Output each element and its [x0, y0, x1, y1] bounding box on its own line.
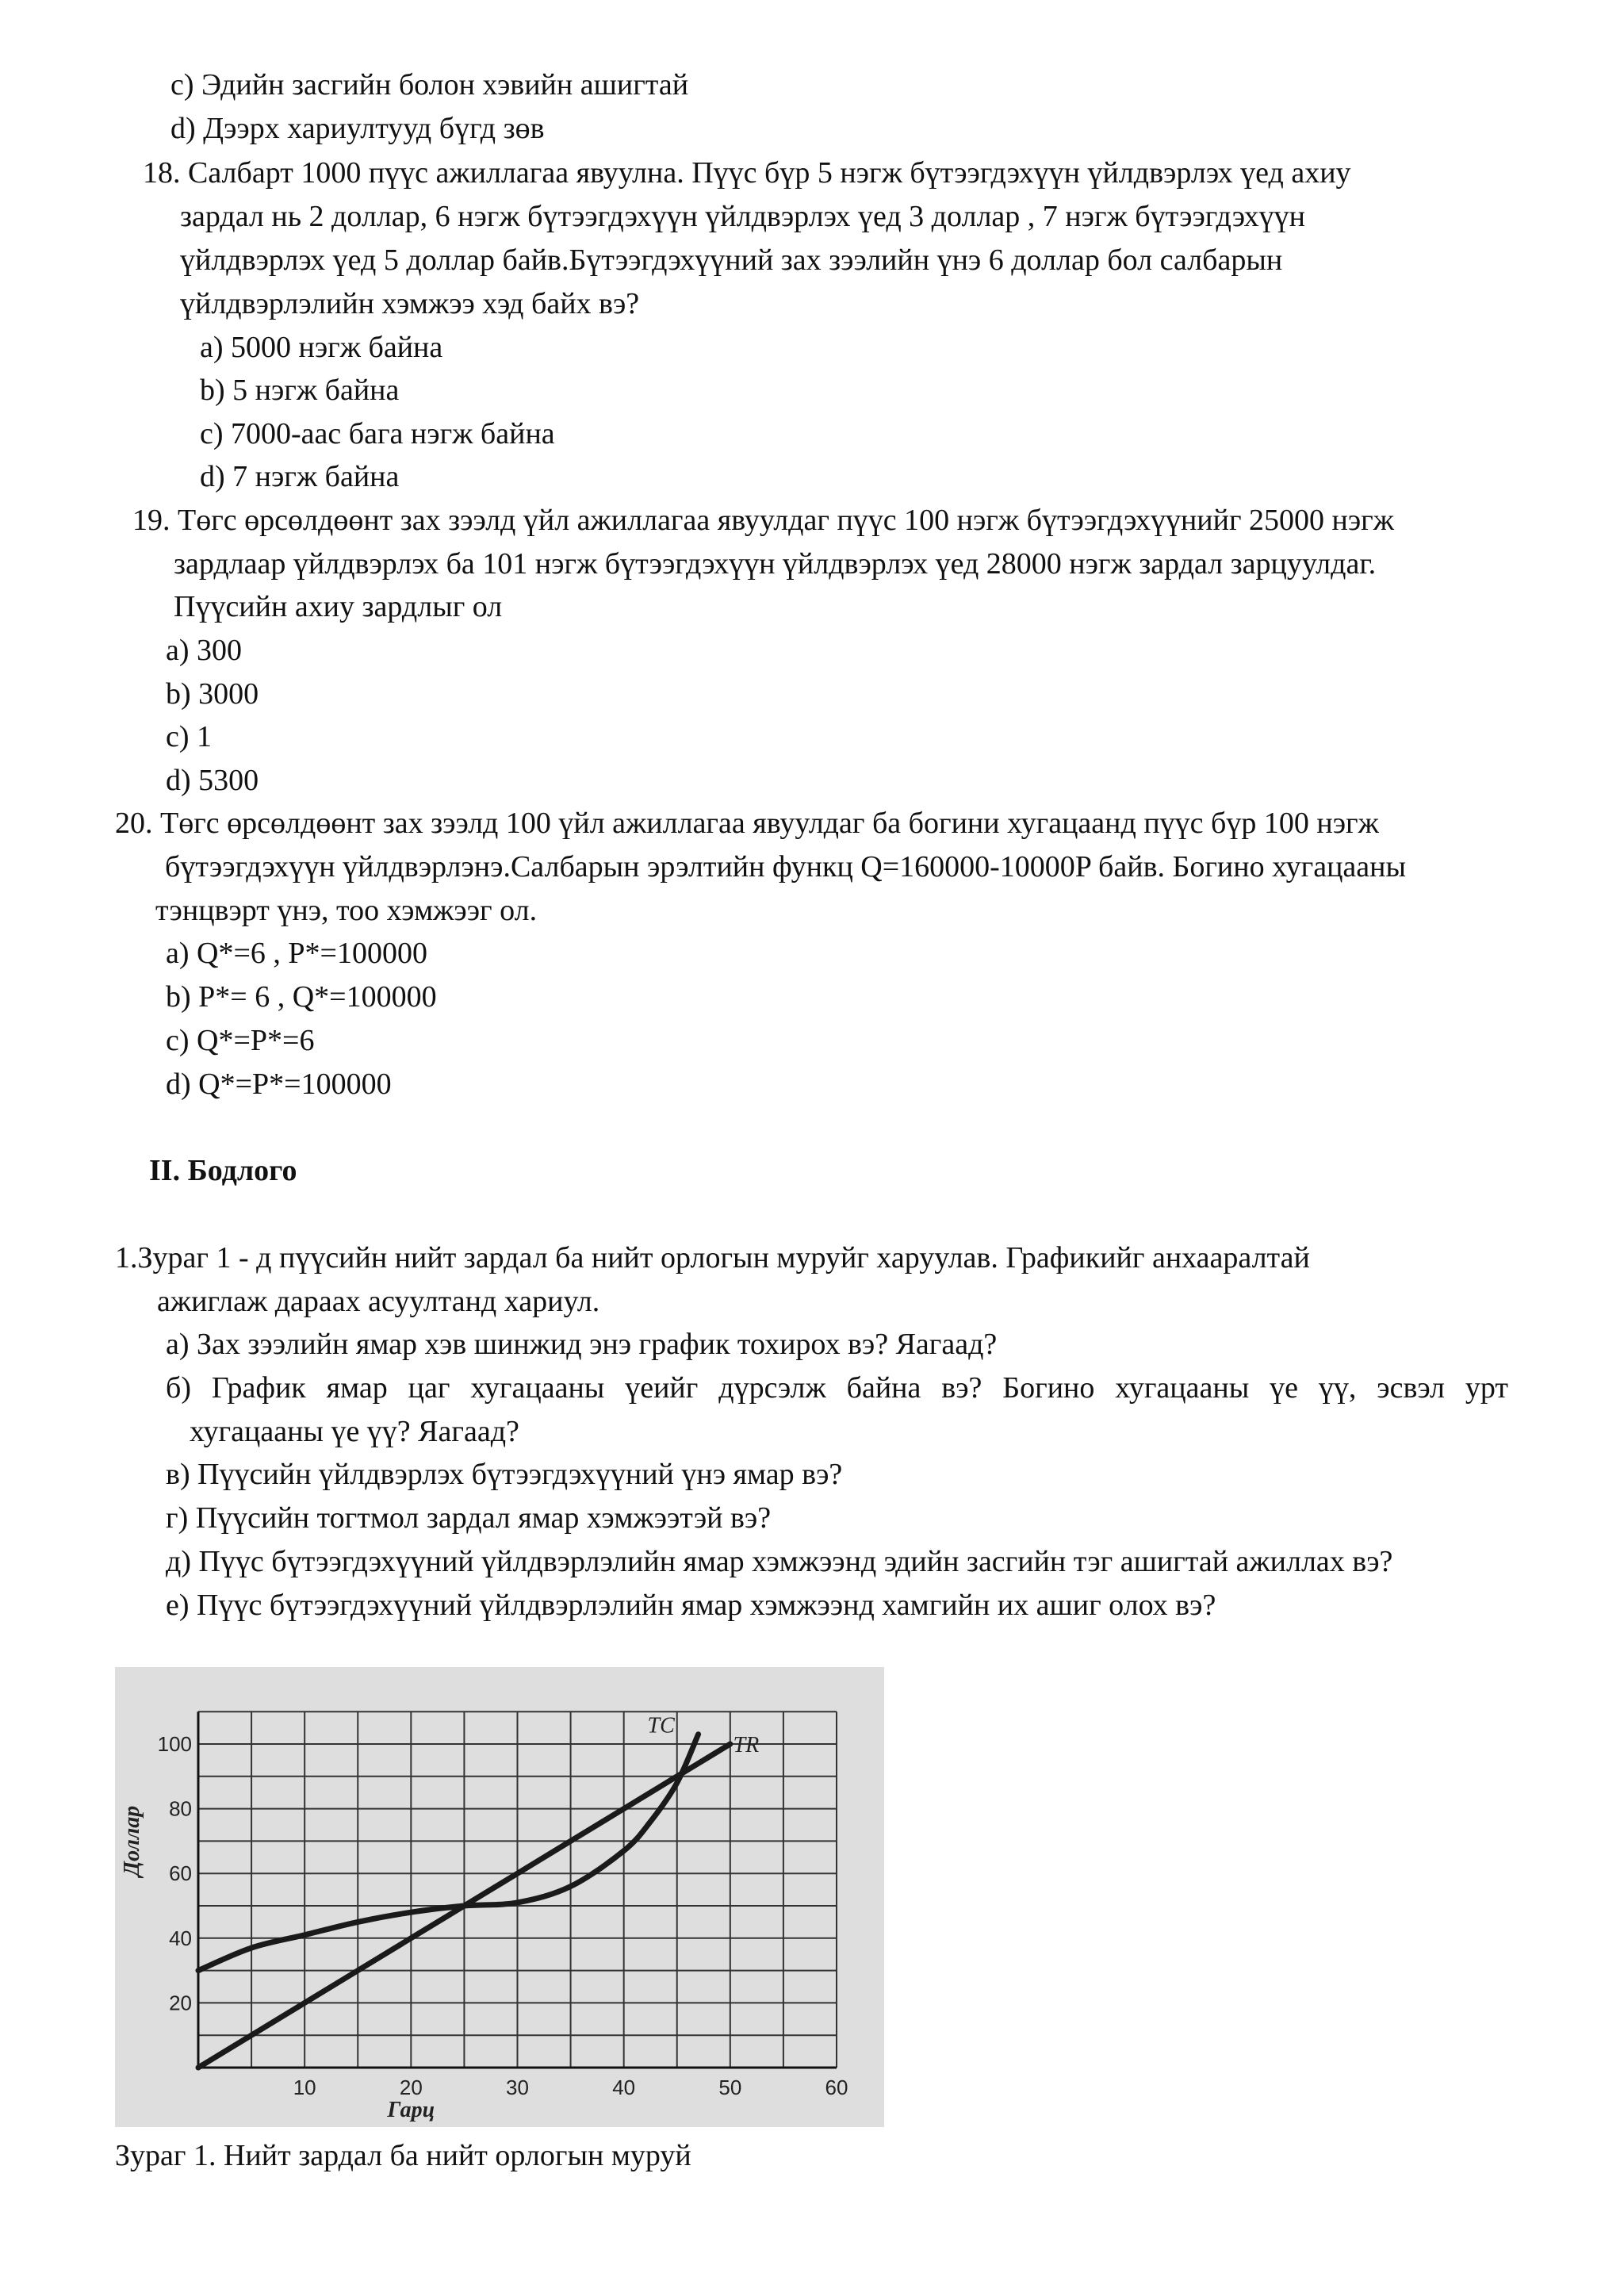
y-tick-label: 20 — [169, 1991, 192, 2015]
problem1-question-d: д) Пүүс бүтээгдэхүүний үйлдвэрлэлийн ямар хэмжээнд эдийн засгийн тэг ашигтай ажиллах вэ? — [166, 1545, 1393, 1578]
figure-caption: Зураг 1. Нийт зардал ба нийт орлогын муруй — [115, 2139, 691, 2172]
cost-revenue-chart — [115, 1667, 884, 2127]
problem1-question-v: в) Пүүсийн үйлдвэрлэх бүтээгдэхүүний үнэ ямар вэ? — [166, 1458, 843, 1491]
x-tick-label: 50 — [718, 2076, 742, 2099]
q17-option-d: d) Дээрх хариултууд бүгд зөв — [170, 112, 545, 145]
q18-option-d: d) 7 нэгж байна — [200, 460, 400, 493]
chart-grid — [198, 1711, 837, 2068]
x-tick-label: 30 — [506, 2076, 529, 2099]
q18-text-line-1: 18. Салбарт 1000 пүүс ажиллагаа явуулна. Пүүс бүр 5 нэгж бүтээгдэхүүн үйлдвэрлэх үед ахиу — [143, 156, 1351, 190]
q19-option-d: d) 5300 — [166, 764, 259, 797]
y-axis-label: Доллар — [120, 1805, 144, 1876]
q20-text-line-2: бүтээгдэхүүн үйлдвэрлэнэ.Салбарын эрэлтийн функц Q=160000-10000P байв. Богино хугацааны — [165, 850, 1407, 884]
q20-text-line-3: тэнцвэрт үнэ, тоо хэмжээг ол. — [155, 894, 538, 927]
q20-option-c: c) Q*=P*=6 — [166, 1024, 315, 1057]
q18-option-b: b) 5 нэгж байна — [200, 374, 400, 407]
problem1-question-b-line-1: б) График ямар цаг хугацааны үеийг дүрсэлж байна вэ? Богино хугацааны үе үү, эсвэл урт — [166, 1371, 1508, 1405]
figure-1-chart — [115, 1667, 884, 2127]
chart-labels — [120, 1714, 848, 2122]
q20-option-a: a) Q*=6 , P*=100000 — [166, 937, 427, 970]
q19-option-c: c) 1 — [166, 720, 213, 753]
y-tick-label: 80 — [169, 1796, 192, 1821]
q18-text-line-4: үйлдвэрлэлийн хэмжээ хэд байх вэ? — [180, 287, 640, 320]
y-tick-label: 100 — [157, 1732, 192, 1756]
q19-option-b: b) 3000 — [166, 677, 259, 711]
problem1-text-line-1: 1.Зураг 1 - д пүүсийн нийт зардал ба нийт орлогын муруйг харуулав. Графикийг анхааралтай — [115, 1241, 1310, 1274]
tr-curve-label: TR — [733, 1733, 760, 1757]
q19-option-a: a) 300 — [166, 634, 243, 667]
x-axis-label: Гарц — [387, 2098, 435, 2122]
q19-text-line-3: Пүүсийн ахиу зардлыг ол — [174, 590, 503, 623]
tc-curve-label: TC — [647, 1713, 675, 1738]
q19-text-line-2: зардлаар үйлдвэрлэх ба 101 нэгж бүтээгдэхүүн үйлдвэрлэх үед 28000 нэгж зардал зарцуулдаг. — [174, 547, 1377, 581]
y-tick-label: 40 — [169, 1926, 192, 1950]
q18-option-c: c) 7000-аас бага нэгж байна — [200, 417, 555, 450]
problem1-text-line-2: ажиглаж дараах асуултанд хариул. — [157, 1285, 600, 1318]
x-tick-label: 10 — [293, 2076, 316, 2099]
section-heading: II. Бодлого — [149, 1154, 297, 1187]
x-tick-label: 40 — [612, 2076, 636, 2099]
problem1-question-b-line-2: хугацааны үе үү? Яагаад? — [190, 1415, 519, 1448]
q19-text-line-1: 19. Төгс өрсөлдөөнт зах зээлд үйл ажиллагаа явуулдаг пүүс 100 нэгж бүтээгдэхүүнийг 25000 нэгж — [132, 504, 1395, 537]
problem1-question-a: а) Зах зээлийн ямар хэв шинжид энэ график тохирох вэ? Яагаад? — [166, 1328, 998, 1361]
q20-text-line-1: 20. Төгс өрсөлдөөнт зах зээлд 100 үйл ажиллагаа явуулдаг ба богини хугацаанд пүүс бүр 100 нэгж — [115, 807, 1379, 840]
q17-option-c: c) Эдийн засгийн болон хэвийн ашигтай — [170, 68, 689, 102]
problem1-question-e: е) Пүүс бүтээгдэхүүний үйлдвэрлэлийн ямар хэмжээнд хамгийн их ашиг олох вэ? — [166, 1589, 1216, 1622]
q20-option-b: b) P*= 6 , Q*=100000 — [166, 980, 437, 1014]
q18-option-a: a) 5000 нэгж байна — [200, 331, 443, 364]
q20-option-d: d) Q*=P*=100000 — [166, 1068, 392, 1101]
x-tick-label: 20 — [399, 2076, 423, 2099]
q18-text-line-3: үйлдвэрлэх үед 5 доллар байв.Бүтээгдэхүүний зах зээлийн үнэ 6 доллар бол салбарын — [180, 243, 1283, 277]
problem1-question-g: г) Пүүсийн тогтмол зардал ямар хэмжээтэй вэ? — [166, 1501, 772, 1535]
q18-text-line-2: зардал нь 2 доллар, 6 нэгж бүтээгдэхүүн үйлдвэрлэх үед 3 доллар , 7 нэгж бүтээгдэхүүн — [180, 200, 1305, 233]
y-tick-label: 60 — [169, 1861, 192, 1886]
x-tick-label: 60 — [825, 2076, 848, 2099]
